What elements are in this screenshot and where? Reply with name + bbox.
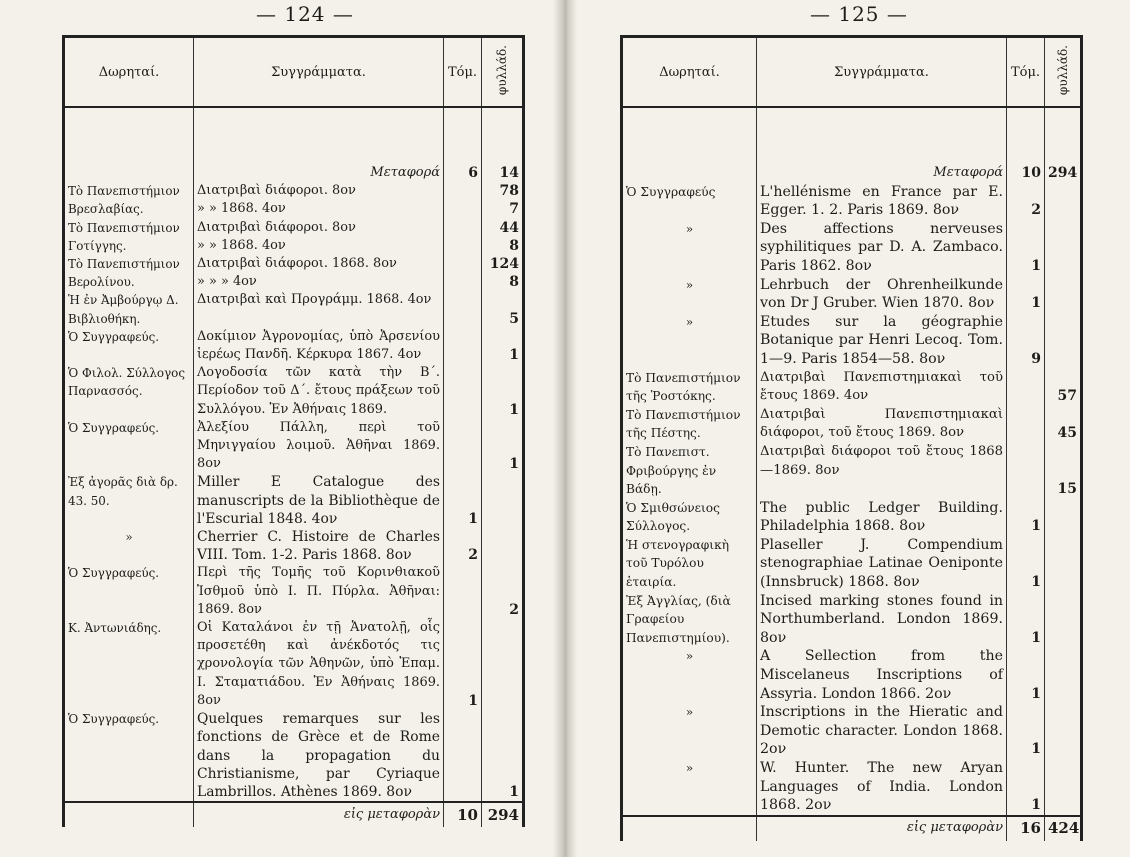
volume-count: 1 [468, 510, 478, 527]
leaves-cell [482, 564, 524, 619]
table-row [622, 703, 1082, 759]
leaves-count: 15 [1057, 481, 1077, 498]
leaves-cell [482, 364, 524, 419]
work-line: Plaseller J. Compendium stenographiae Latinae Oeniponte (Innsbruck) 1868. 8ον [760, 536, 1003, 591]
leaves-header-label: φυλλάδ. [495, 44, 509, 96]
volume-count: 1 [1031, 257, 1041, 274]
volumes-cell [1007, 647, 1045, 703]
volumes-cell [1007, 703, 1045, 759]
total-spacer [622, 816, 757, 841]
donor-cell: » [622, 647, 757, 703]
table-row [64, 619, 524, 710]
leaves-cell [482, 182, 524, 218]
volume-count: 1 [1031, 574, 1041, 591]
donations-table [620, 35, 1083, 841]
donor-cell: Τὸ Πανεπιστήμιον Βρεσλαβίας. [64, 182, 194, 218]
table-row [622, 313, 1082, 369]
work-cell [194, 364, 444, 419]
table-row [622, 443, 1082, 499]
leaves-header-label: φυλλάδ. [1055, 44, 1070, 96]
volume-count: 1 [1031, 518, 1041, 535]
donor-cell: Ὁ Συγγραφεύς. [64, 419, 194, 474]
work-cell [757, 183, 1007, 220]
donor-cell: Τὸ Πανεπιστήμιον Γοτίγγης. [64, 219, 194, 255]
table-row [622, 276, 1082, 313]
leaves-cell [1045, 592, 1082, 648]
volume-count: 1 [468, 692, 478, 709]
donor-cell: Ἡ στενογραφικὴ τοῦ Τυρόλου ἑταιρία. [622, 536, 757, 592]
volumes-cell [444, 291, 482, 327]
total-label: εἰς μεταφορὰν [757, 816, 1007, 841]
volume-count: 1 [1031, 685, 1041, 702]
carry-forward-row [622, 107, 1082, 183]
column-header-works: Συγγράμματα. [194, 37, 444, 108]
donor-cell: » [622, 313, 757, 369]
carry-forward-spacer [622, 107, 757, 183]
carry-forward-label: Μεταφορά [757, 107, 1007, 183]
volume-count: 1 [1031, 741, 1041, 758]
leaves-cell [1045, 443, 1082, 499]
leaves-count: 44 [499, 219, 519, 236]
work-cell [757, 276, 1007, 313]
donor-cell: Ἐξ Ἀγγλίας, (διὰ Γραφείου Πανεπιστημίου). [622, 592, 757, 648]
leaves-cell [1045, 313, 1082, 369]
work-cell [757, 536, 1007, 592]
work-line: Διατριβαὶ Πανεπιστημιακαὶ διάφοροι, τοῦ ἔτους 1869. 8ον [760, 406, 1003, 441]
column-header-leaves [1045, 37, 1082, 108]
leaves-count: 1 [509, 783, 519, 800]
leaves-cell [482, 219, 524, 255]
volumes-cell [1007, 276, 1045, 313]
leaves-cell [1045, 183, 1082, 220]
work-cell [757, 703, 1007, 759]
total-row [64, 802, 524, 827]
volumes-cell [1007, 220, 1045, 276]
work-line: » » 1868. 4ον [197, 237, 286, 253]
column-header-volumes: Τόμ. [1007, 37, 1045, 108]
donor-cell: Κ. Ἀντωνιάδης. [64, 619, 194, 710]
carry-forward-volumes: 10 [1007, 107, 1045, 183]
column-header-leaves [482, 37, 524, 108]
table-row [64, 564, 524, 619]
leaves-count: 2 [509, 601, 519, 618]
total-volumes: 16 [1007, 816, 1045, 841]
work-line: The public Ledger Building. Philadelphia 1868. 8ον [760, 499, 1003, 535]
volumes-cell [444, 182, 482, 218]
carry-forward-volumes: 6 [444, 107, 482, 182]
volume-count: 2 [468, 547, 478, 564]
work-line: Ἀλεξίου Πάλλη, περὶ τοῦ Μηνιγγαίου λοιμοῦ. Ἀθῆναι 1869. 8ον [197, 419, 440, 472]
work-line: Λογοδοσία τῶν κατὰ τὴν Β΄. Περίοδον τοῦ Δ΄. ἔτους πράξεων τοῦ Συλλόγου. Ἐν Ἀθήναις 1869. [197, 365, 440, 417]
table-row [64, 364, 524, 419]
volumes-cell [444, 219, 482, 255]
donor-cell: Τὸ Πανεπιστήμιον τῆς Ῥοστόκης. [622, 369, 757, 406]
total-leaves: 294 [482, 802, 524, 827]
table-row [622, 499, 1082, 536]
total-spacer [64, 802, 194, 827]
carry-forward-leaves: 294 [1048, 165, 1078, 181]
donor-cell: » [622, 276, 757, 313]
donor-cell: Ὁ Συγγραφεύς. [64, 328, 194, 364]
volume-count: 2 [1031, 202, 1041, 219]
leaves-cell [1045, 647, 1082, 703]
table-row [622, 369, 1082, 406]
work-cell [194, 328, 444, 364]
table-row [64, 182, 524, 218]
work-cell [757, 369, 1007, 406]
table-row [622, 647, 1082, 703]
table-row [64, 473, 524, 528]
volumes-cell [1007, 369, 1045, 406]
leaves-cell [1045, 703, 1082, 759]
leaves-cell [1045, 759, 1082, 816]
work-line: L'hellénisme en France par E. Egger. 1. 2. Paris 1869. 8ον [760, 183, 1003, 219]
work-cell [194, 219, 444, 255]
volumes-cell [444, 528, 482, 564]
work-cell [194, 182, 444, 218]
work-cell [194, 291, 444, 327]
volume-count: 1 [1031, 295, 1041, 312]
volumes-cell [444, 710, 482, 802]
donor-cell: Ὁ Συγγραφεύς. [64, 564, 194, 619]
table-row [622, 220, 1082, 276]
work-line: Des affections nerveuses syphilitiques par D. A. Zambaco. Paris 1862. 8ον [760, 220, 1003, 274]
donor-cell: Ἐξ ἀγορᾶς διὰ δρ. 43. 50. [64, 473, 194, 528]
work-line: » » 1868. 4ον [197, 201, 286, 217]
table-row [64, 219, 524, 255]
leaves-count: 57 [1057, 388, 1077, 405]
leaves-count: 45 [1057, 425, 1077, 442]
total-row [622, 816, 1082, 841]
work-cell [194, 528, 444, 564]
work-cell [194, 473, 444, 528]
volume-count: 9 [1031, 350, 1041, 367]
donor-cell: Τὸ Πανεπιστ. Φριβούργης ἐν Βάδῃ. [622, 443, 757, 499]
work-cell [757, 443, 1007, 499]
leaves-cell [1045, 406, 1082, 443]
leaves-cell [482, 291, 524, 327]
work-cell [757, 759, 1007, 816]
volumes-cell [1007, 759, 1045, 816]
work-cell [757, 406, 1007, 443]
work-line: Διατριβαὶ Πανεπιστημιακαὶ τοῦ ἔτους 1869. 4ον [760, 369, 1003, 404]
carry-forward-spacer [64, 107, 194, 182]
volumes-cell [444, 473, 482, 528]
leaves-cell [482, 619, 524, 710]
table-row [622, 759, 1082, 816]
leaves-cell [482, 473, 524, 528]
leaves-count: 1 [509, 347, 519, 364]
volumes-cell [444, 419, 482, 474]
volumes-cell [444, 328, 482, 364]
column-header-donors: Δωρηταί. [622, 37, 757, 108]
leaves-count: 78 [499, 183, 519, 200]
page-number: — 124 — [256, 2, 354, 26]
volumes-cell [1007, 313, 1045, 369]
work-line: Cherrier C. Histoire de Charles VIII. Tom. 1-2. Paris 1868. 8ον [197, 529, 440, 564]
leaves-cell [482, 528, 524, 564]
volumes-cell [1007, 536, 1045, 592]
volume-count: 1 [1031, 629, 1041, 646]
volumes-cell [444, 255, 482, 291]
column-header-volumes: Τόμ. [444, 37, 482, 108]
donor-cell: Τὸ Πανεπιστήμιον τῆς Πέστης. [622, 406, 757, 443]
table-row [64, 328, 524, 364]
leaves-count: 5 [509, 310, 519, 327]
donor-cell: » [622, 703, 757, 759]
table-row [622, 536, 1082, 592]
work-cell [757, 592, 1007, 648]
leaves-cell [1045, 369, 1082, 406]
work-line: W. Hunter. The new Aryan Languages of India. London 1868. 2ον [760, 760, 1003, 814]
work-line: Οἱ Καταλάνοι ἐν τῇ Ἀνατολῇ, οἷς προσετέθη καὶ ἀνέκδοτός τις χρονολογία τῶν Ἀθηνῶν, ὑπὸ Ἐπαμ. Ι. Σταματιάδου. Ἐν Ἀθήναις 1869. 8ον [197, 620, 440, 708]
right-page [565, 0, 1130, 857]
work-line: Διατριβαὶ διάφοροι. 1868. 8ον [197, 256, 397, 272]
work-line: Lehrbuch der Ohrenheilkunde von Dr J Gruber. Wien 1870. 8ον [760, 276, 1003, 312]
work-cell [194, 255, 444, 291]
donor-cell: Ὁ Φιλολ. Σύλλογος Παρνασσός. [64, 364, 194, 419]
carry-forward-leaves: 14 [499, 165, 519, 181]
work-line: Περὶ τῆς Τομῆς τοῦ Κορινθιακοῦ Ἰσθμοῦ ὑπὸ Ι. Π. Πύρλα. Ἀθῆναι: 1869. 8ον [197, 565, 440, 617]
leaves-cell [482, 710, 524, 802]
table-row [64, 528, 524, 564]
work-line: Quelques remarques sur les fonctions de Grèce et de Rome dans la propagation du Christianisme, par Cyriaque Lambrillos. Athènes 1869. 8ον [197, 711, 440, 800]
volumes-cell [444, 364, 482, 419]
donor-cell: Ὁ Σμιθσώνειος Σύλλογος. [622, 499, 757, 536]
total-leaves: 424 [1045, 816, 1082, 841]
volume-count: 1 [1031, 797, 1041, 814]
volumes-cell [444, 564, 482, 619]
work-line: Διατριβαὶ καὶ Προγράμμ. 1868. 4ον [197, 292, 432, 308]
leaves-count: 7 [509, 201, 519, 218]
leaves-count: 8 [509, 274, 519, 291]
work-line: Etudes sur la géographie Botanique par Henri Lecoq. Tom. 1—9. Paris 1854—58. 8ον [760, 313, 1003, 367]
donor-cell: » [622, 220, 757, 276]
work-cell [757, 313, 1007, 369]
table-row [622, 592, 1082, 648]
total-volumes: 10 [444, 802, 482, 827]
work-cell [194, 419, 444, 474]
work-line: Δοκίμιον Ἀγρονομίας, ὑπὸ Ἀρσενίου ἱερέως Πανδῆ. Κέρκυρα 1867. 4ον [197, 328, 440, 363]
volumes-cell [1007, 592, 1045, 648]
book-gutter [553, 0, 577, 857]
work-line: Incised marking stones found in Northumberland. London 1869. 8ον [760, 592, 1003, 646]
table-row [64, 419, 524, 474]
leaves-cell [482, 419, 524, 474]
leaves-count: 124 [489, 256, 519, 273]
table-row [64, 255, 524, 291]
work-line: » » » 4ον [197, 274, 257, 290]
ledger-body [622, 107, 1082, 841]
volumes-cell [1007, 443, 1045, 499]
column-header-donors: Δωρηταί. [64, 37, 194, 108]
work-line: Miller E Catalogue des manuscripts de la Bibliothèque de l'Escurial 1848. 4ον [197, 474, 440, 527]
leaves-cell [1045, 276, 1082, 313]
total-label: εἰς μεταφορὰν [194, 802, 444, 827]
donor-cell: » [64, 528, 194, 564]
work-cell [757, 220, 1007, 276]
work-cell [757, 499, 1007, 536]
leaves-cell [482, 255, 524, 291]
carry-forward-label: Μεταφορά [194, 107, 444, 182]
work-line: Διατριβαὶ διάφοροι. 8ον [197, 183, 356, 199]
work-cell [757, 647, 1007, 703]
table-row [622, 406, 1082, 443]
donor-cell: Τὸ Πανεπιστήμιον Βερολίνου. [64, 255, 194, 291]
leaves-count: 1 [509, 456, 519, 473]
leaves-count: 8 [509, 237, 519, 254]
volumes-cell [444, 619, 482, 710]
work-cell [194, 619, 444, 710]
work-cell [194, 710, 444, 802]
volumes-cell [1007, 499, 1045, 536]
donor-cell: » [622, 759, 757, 816]
table-row [64, 710, 524, 802]
work-cell [194, 564, 444, 619]
donor-cell: Ἡ ἐν Ἀμβούργῳ Δ. Βιβλιοθήκη. [64, 291, 194, 327]
donations-table [62, 35, 525, 827]
work-line: Διατριβαὶ διάφοροι τοῦ ἔτους 1868 —1869. 8ον [760, 443, 1003, 478]
leaves-cell [1045, 220, 1082, 276]
column-header-works: Συγγράμματα. [757, 37, 1007, 108]
volumes-cell [1007, 183, 1045, 220]
leaves-count: 1 [509, 401, 519, 418]
table-row [64, 291, 524, 327]
leaves-cell [1045, 536, 1082, 592]
work-line: Inscriptions in the Hieratic and Demotic character. London 1868. 2ον [760, 704, 1003, 758]
donor-cell: Ὁ Συγγραφεύς [622, 183, 757, 220]
carry-forward-row [64, 107, 524, 182]
leaves-cell [1045, 499, 1082, 536]
work-line: Διατριβαὶ διάφοροι. 8ον [197, 219, 356, 235]
ledger-body [64, 107, 524, 827]
page-number: — 125 — [810, 2, 908, 26]
work-line: A Sellection from the Miscelaneus Inscriptions of Assyria. London 1866. 2ον [760, 648, 1003, 702]
leaves-cell [482, 328, 524, 364]
volumes-cell [1007, 406, 1045, 443]
donor-cell: Ὁ Συγγραφεύς. [64, 710, 194, 802]
table-row [622, 183, 1082, 220]
